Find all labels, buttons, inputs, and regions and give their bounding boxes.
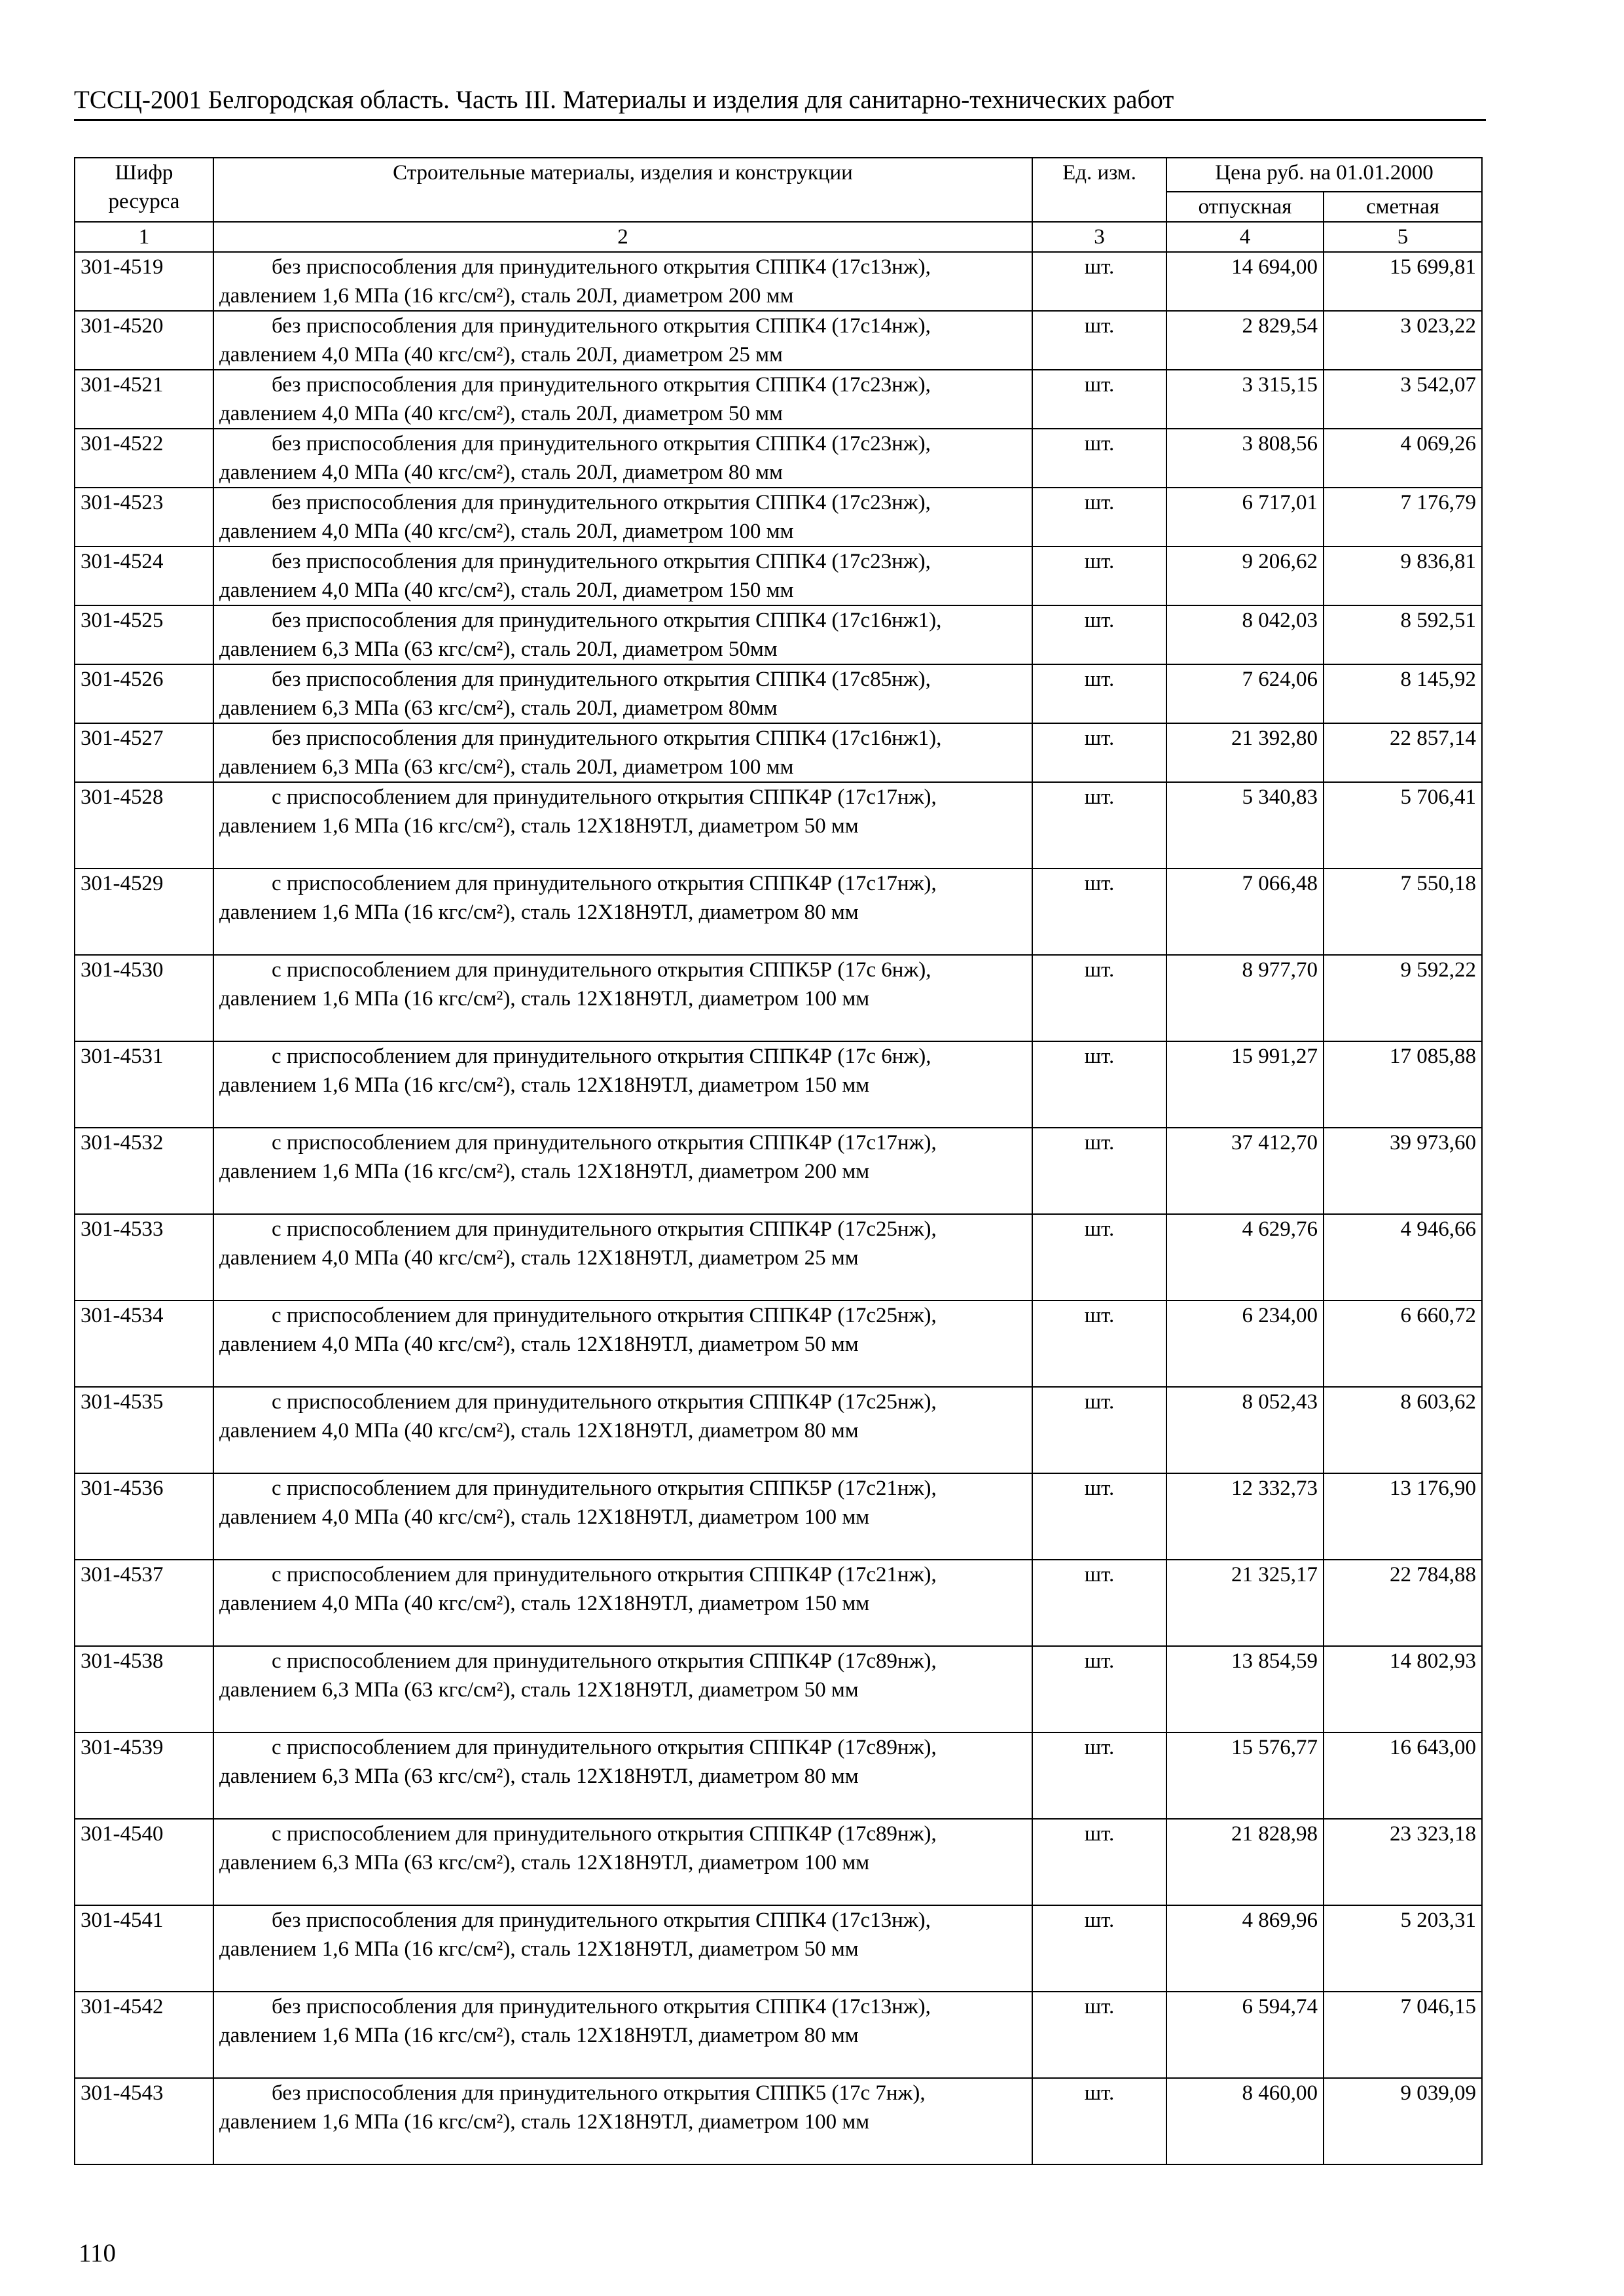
estimate-price: 8 603,62 (1324, 1387, 1482, 1473)
material-description-text: с приспособлением для принудительного открытия СППК4Р (17с 6нж), давлением 1,6 МПа (16 кгс/см²), сталь 12Х18Н9ТЛ, диаметром 150 мм (219, 1045, 931, 1097)
estimate-price: 9 836,81 (1324, 547, 1482, 605)
unit: шт. (1032, 488, 1166, 547)
material-description (213, 782, 1032, 869)
material-description-text: с приспособлением для принудительного открытия СППК4Р (17с25нж), давлением 4,0 МПа (40 кгс/см²), сталь 12Х18Н9ТЛ, диаметром 80 мм (219, 1390, 937, 1443)
material-description (213, 1128, 1032, 1214)
table-row (75, 1041, 1482, 1128)
material-description (213, 1646, 1032, 1732)
table-row (75, 664, 1482, 723)
release-price: 15 576,77 (1166, 1732, 1324, 1819)
material-description-text: без приспособления для принудительного открытия СППК4 (17с23нж), давлением 4,0 МПа (40 кгс/см²), сталь 20Л, диаметром 50 мм (219, 373, 931, 425)
material-description-text: с приспособлением для принудительного открытия СППК4Р (17с89нж), давлением 6,3 МПа (63 кгс/см²), сталь 12Х18Н9ТЛ, диаметром 80 мм (219, 1736, 937, 1788)
material-description (213, 1905, 1032, 1992)
resource-code: 301-4534 (75, 1300, 213, 1387)
resource-code: 301-4522 (75, 429, 213, 488)
table-row (75, 782, 1482, 869)
unit: шт. (1032, 1905, 1166, 1992)
estimate-price: 22 857,14 (1324, 723, 1482, 782)
release-price: 5 340,83 (1166, 782, 1324, 869)
estimate-price: 16 643,00 (1324, 1732, 1482, 1819)
table-row (75, 429, 1482, 488)
material-description-text: без приспособления для принудительного открытия СППК4 (17с14нж), давлением 4,0 МПа (40 кгс/см²), сталь 20Л, диаметром 25 мм (219, 314, 931, 367)
col-header-estimate-price: сметная (1324, 192, 1482, 222)
resource-code: 301-4533 (75, 1214, 213, 1300)
material-description-text: с приспособлением для принудительного открытия СППК4Р (17с21нж), давлением 4,0 МПа (40 кгс/см²), сталь 12Х18Н9ТЛ, диаметром 150 мм (219, 1563, 937, 1615)
material-description (213, 1819, 1032, 1905)
material-description (213, 605, 1032, 664)
resource-code: 301-4528 (75, 782, 213, 869)
material-description (213, 488, 1032, 547)
table-row (75, 955, 1482, 1041)
release-price: 15 991,27 (1166, 1041, 1324, 1128)
resource-code: 301-4530 (75, 955, 213, 1041)
estimate-price: 14 802,93 (1324, 1646, 1482, 1732)
unit: шт. (1032, 252, 1166, 311)
resource-code: 301-4535 (75, 1387, 213, 1473)
material-description (213, 429, 1032, 488)
unit: шт. (1032, 1992, 1166, 2078)
resource-code: 301-4521 (75, 370, 213, 429)
unit: шт. (1032, 370, 1166, 429)
table-row (75, 1214, 1482, 1300)
table-row (75, 869, 1482, 955)
table-row (75, 1646, 1482, 1732)
unit: шт. (1032, 1128, 1166, 1214)
estimate-price: 8 145,92 (1324, 664, 1482, 723)
estimate-price: 4 946,66 (1324, 1214, 1482, 1300)
release-price: 8 977,70 (1166, 955, 1324, 1041)
release-price: 13 854,59 (1166, 1646, 1324, 1732)
release-price: 8 460,00 (1166, 2078, 1324, 2164)
estimate-price: 8 592,51 (1324, 605, 1482, 664)
table-row (75, 1732, 1482, 1819)
resource-code: 301-4524 (75, 547, 213, 605)
table-row (75, 723, 1482, 782)
material-description (213, 2078, 1032, 2164)
material-description (213, 1214, 1032, 1300)
material-description-text: без приспособления для принудительного открытия СППК5 (17с 7нж), давлением 1,6 МПа (16 кгс/см²), сталь 12Х18Н9ТЛ, диаметром 100 мм (219, 2081, 926, 2134)
estimate-price: 17 085,88 (1324, 1041, 1482, 1128)
release-price: 2 829,54 (1166, 311, 1324, 370)
material-description (213, 869, 1032, 955)
material-description-text: без приспособления для принудительного открытия СППК4 (17с85нж), давлением 6,3 МПа (63 кгс/см²), сталь 20Л, диаметром 80мм (219, 668, 931, 720)
price-table (74, 157, 1483, 2165)
resource-code: 301-4540 (75, 1819, 213, 1905)
resource-code: 301-4543 (75, 2078, 213, 2164)
resource-code: 301-4523 (75, 488, 213, 547)
material-description-text: без приспособления для принудительного открытия СППК4 (17с16нж1), давлением 6,3 МПа (63 кгс/см²), сталь 20Л, диаметром 100 мм (219, 726, 942, 779)
resource-code: 301-4525 (75, 605, 213, 664)
material-description (213, 1992, 1032, 2078)
col-number: 3 (1032, 222, 1166, 252)
table-row (75, 1992, 1482, 2078)
table-body (75, 252, 1482, 2164)
resource-code: 301-4542 (75, 1992, 213, 2078)
material-description-text: с приспособлением для принудительного открытия СППК4Р (17с17нж), давлением 1,6 МПа (16 кгс/см²), сталь 12Х18Н9ТЛ, диаметром 50 мм (219, 785, 937, 838)
unit: шт. (1032, 1732, 1166, 1819)
material-description-text: с приспособлением для принудительного открытия СППК5Р (17с 6нж), давлением 1,6 МПа (16 кгс/см²), сталь 12Х18Н9ТЛ, диаметром 100 мм (219, 958, 931, 1011)
material-description-text: с приспособлением для принудительного открытия СППК5Р (17с21нж), давлением 4,0 МПа (40 кгс/см²), сталь 12Х18Н9ТЛ, диаметром 100 мм (219, 1477, 937, 1529)
resource-code: 301-4539 (75, 1732, 213, 1819)
estimate-price: 13 176,90 (1324, 1473, 1482, 1560)
resource-code: 301-4537 (75, 1560, 213, 1646)
material-description (213, 252, 1032, 311)
col-number: 2 (213, 222, 1032, 252)
estimate-price: 39 973,60 (1324, 1128, 1482, 1214)
resource-code: 301-4532 (75, 1128, 213, 1214)
unit: шт. (1032, 1300, 1166, 1387)
table-row (75, 605, 1482, 664)
release-price: 21 392,80 (1166, 723, 1324, 782)
material-description (213, 1300, 1032, 1387)
resource-code: 301-4526 (75, 664, 213, 723)
material-description (213, 1041, 1032, 1128)
material-description-text: без приспособления для принудительного открытия СППК4 (17с13нж), давлением 1,6 МПа (16 кгс/см²), сталь 12Х18Н9ТЛ, диаметром 50 мм (219, 1909, 931, 1961)
release-price: 7 624,06 (1166, 664, 1324, 723)
table-row (75, 1560, 1482, 1646)
material-description (213, 955, 1032, 1041)
table-row (75, 370, 1482, 429)
release-price: 6 234,00 (1166, 1300, 1324, 1387)
table-row (75, 1473, 1482, 1560)
material-description-text: с приспособлением для принудительного открытия СППК4Р (17с17нж), давлением 1,6 МПа (16 кгс/см²), сталь 12Х18Н9ТЛ, диаметром 200 мм (219, 1131, 937, 1183)
estimate-price: 23 323,18 (1324, 1819, 1482, 1905)
table-row (75, 1905, 1482, 1992)
release-price: 21 828,98 (1166, 1819, 1324, 1905)
col-header-price-group: Цена руб. на 01.01.2000 (1166, 158, 1482, 192)
material-description (213, 723, 1032, 782)
resource-code: 301-4541 (75, 1905, 213, 1992)
resource-code: 301-4536 (75, 1473, 213, 1560)
page-number: 110 (79, 2239, 117, 2267)
table-row (75, 1300, 1482, 1387)
material-description-text: с приспособлением для принудительного открытия СППК4Р (17с89нж), давлением 6,3 МПа (63 кгс/см²), сталь 12Х18Н9ТЛ, диаметром 50 мм (219, 1649, 937, 1702)
unit: шт. (1032, 1819, 1166, 1905)
estimate-price: 5 706,41 (1324, 782, 1482, 869)
unit: шт. (1032, 955, 1166, 1041)
material-description-text: без приспособления для принудительного открытия СППК4 (17с13нж), давлением 1,6 МПа (16 кгс/см²), сталь 12Х18Н9ТЛ, диаметром 80 мм (219, 1995, 931, 2047)
page-header-title: ТССЦ-2001 Белгородская область. Часть III. Материалы и изделия для санитарно-технических работ (74, 86, 1174, 114)
table-row (75, 1387, 1482, 1473)
table-row (75, 2078, 1482, 2164)
col-number: 1 (75, 222, 213, 252)
release-price: 9 206,62 (1166, 547, 1324, 605)
material-description-text: с приспособлением для принудительного открытия СППК4Р (17с89нж), давлением 6,3 МПа (63 кгс/см²), сталь 12Х18Н9ТЛ, диаметром 100 мм (219, 1822, 937, 1874)
estimate-price: 22 784,88 (1324, 1560, 1482, 1646)
col-header-code: Шифр ресурса (75, 158, 213, 222)
table-row (75, 252, 1482, 311)
material-description-text: без приспособления для принудительного открытия СППК4 (17с23нж), давлением 4,0 МПа (40 кгс/см²), сталь 20Л, диаметром 80 мм (219, 432, 931, 484)
material-description-text: без приспособления для принудительного открытия СППК4 (17с13нж), давлением 1,6 МПа (16 кгс/см²), сталь 20Л, диаметром 200 мм (219, 255, 931, 308)
col-header-unit: Ед. изм. (1032, 158, 1166, 222)
material-description-text: с приспособлением для принудительного открытия СППК4Р (17с25нж), давлением 4,0 МПа (40 кгс/см²), сталь 12Х18Н9ТЛ, диаметром 25 мм (219, 1217, 937, 1270)
estimate-price: 9 039,09 (1324, 2078, 1482, 2164)
material-description-text: без приспособления для принудительного открытия СППК4 (17с16нж1), давлением 6,3 МПа (63 кгс/см²), сталь 20Л, диаметром 50мм (219, 609, 942, 661)
material-description (213, 1560, 1032, 1646)
col-number: 4 (1166, 222, 1324, 252)
resource-code: 301-4529 (75, 869, 213, 955)
material-description-text: с приспособлением для принудительного открытия СППК4Р (17с25нж), давлением 4,0 МПа (40 кгс/см²), сталь 12Х18Н9ТЛ, диаметром 50 мм (219, 1304, 937, 1356)
estimate-price: 7 046,15 (1324, 1992, 1482, 2078)
unit: шт. (1032, 311, 1166, 370)
unit: шт. (1032, 723, 1166, 782)
release-price: 8 042,03 (1166, 605, 1324, 664)
resource-code: 301-4520 (75, 311, 213, 370)
material-description (213, 1473, 1032, 1560)
unit: шт. (1032, 869, 1166, 955)
col-header-name: Строительные материалы, изделия и конструкции (213, 158, 1032, 222)
material-description-text: без приспособления для принудительного открытия СППК4 (17с23нж), давлением 4,0 МПа (40 кгс/см²), сталь 20Л, диаметром 150 мм (219, 550, 931, 602)
table-row (75, 1819, 1482, 1905)
release-price: 6 594,74 (1166, 1992, 1324, 2078)
estimate-price: 3 542,07 (1324, 370, 1482, 429)
release-price: 21 325,17 (1166, 1560, 1324, 1646)
col-number: 5 (1324, 222, 1482, 252)
table-row (75, 1128, 1482, 1214)
material-description-text: без приспособления для принудительного открытия СППК4 (17с23нж), давлением 4,0 МПа (40 кгс/см²), сталь 20Л, диаметром 100 мм (219, 491, 931, 543)
unit: шт. (1032, 429, 1166, 488)
release-price: 4 629,76 (1166, 1214, 1324, 1300)
release-price: 12 332,73 (1166, 1473, 1324, 1560)
table-row (75, 547, 1482, 605)
material-description-text: с приспособлением для принудительного открытия СППК4Р (17с17нж), давлением 1,6 МПа (16 кгс/см²), сталь 12Х18Н9ТЛ, диаметром 80 мм (219, 872, 937, 924)
resource-code: 301-4527 (75, 723, 213, 782)
unit: шт. (1032, 547, 1166, 605)
unit: шт. (1032, 1041, 1166, 1128)
release-price: 3 315,15 (1166, 370, 1324, 429)
unit: шт. (1032, 664, 1166, 723)
resource-code: 301-4519 (75, 252, 213, 311)
resource-code: 301-4531 (75, 1041, 213, 1128)
release-price: 14 694,00 (1166, 252, 1324, 311)
material-description (213, 1732, 1032, 1819)
unit: шт. (1032, 605, 1166, 664)
material-description (213, 1387, 1032, 1473)
table-row (75, 488, 1482, 547)
estimate-price: 3 023,22 (1324, 311, 1482, 370)
release-price: 7 066,48 (1166, 869, 1324, 955)
estimate-price: 4 069,26 (1324, 429, 1482, 488)
material-description (213, 370, 1032, 429)
resource-code: 301-4538 (75, 1646, 213, 1732)
unit: шт. (1032, 2078, 1166, 2164)
release-price: 8 052,43 (1166, 1387, 1324, 1473)
unit: шт. (1032, 1560, 1166, 1646)
material-description (213, 664, 1032, 723)
unit: шт. (1032, 1214, 1166, 1300)
col-header-release-price: отпускная (1166, 192, 1324, 222)
unit: шт. (1032, 1387, 1166, 1473)
unit: шт. (1032, 1473, 1166, 1560)
estimate-price: 5 203,31 (1324, 1905, 1482, 1992)
material-description (213, 311, 1032, 370)
unit: шт. (1032, 1646, 1166, 1732)
header-rule (74, 119, 1486, 121)
estimate-price: 7 550,18 (1324, 869, 1482, 955)
unit: шт. (1032, 782, 1166, 869)
material-description (213, 547, 1032, 605)
release-price: 4 869,96 (1166, 1905, 1324, 1992)
table-row (75, 311, 1482, 370)
estimate-price: 7 176,79 (1324, 488, 1482, 547)
release-price: 37 412,70 (1166, 1128, 1324, 1214)
release-price: 3 808,56 (1166, 429, 1324, 488)
estimate-price: 9 592,22 (1324, 955, 1482, 1041)
release-price: 6 717,01 (1166, 488, 1324, 547)
estimate-price: 6 660,72 (1324, 1300, 1482, 1387)
estimate-price: 15 699,81 (1324, 252, 1482, 311)
